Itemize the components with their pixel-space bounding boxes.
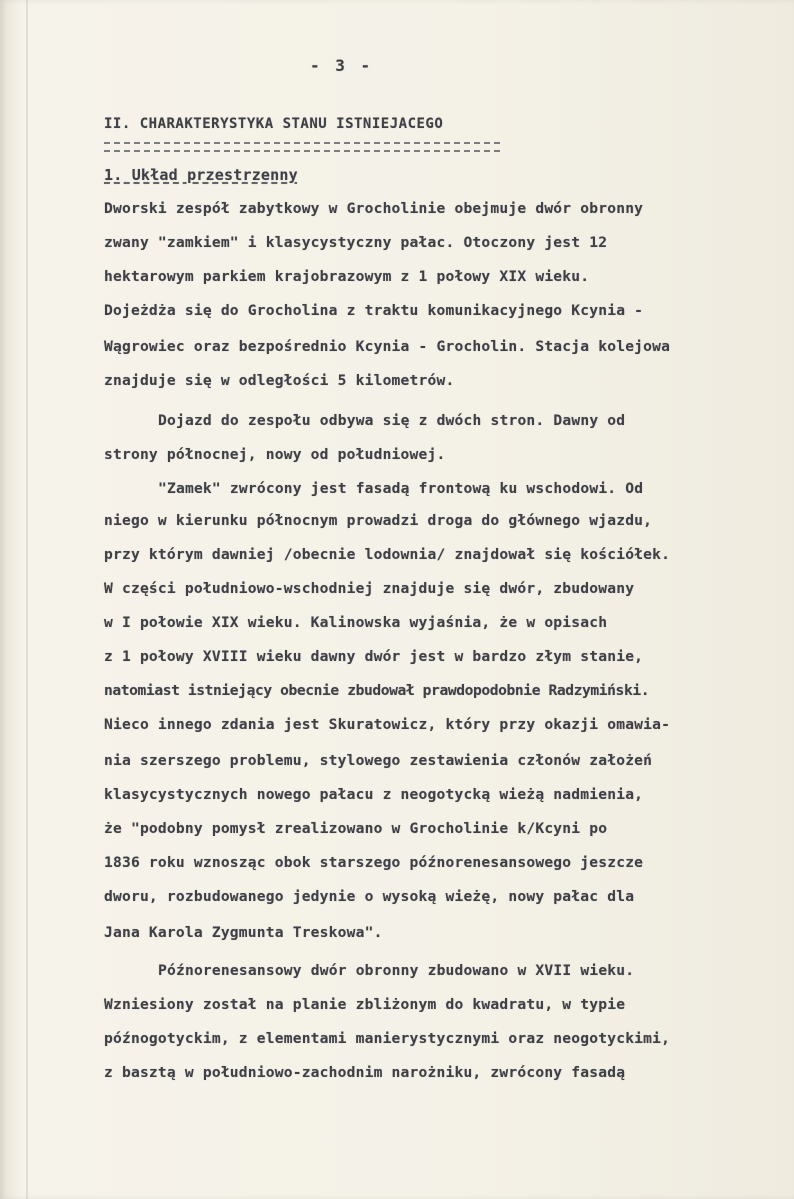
section-heading: II. CHARAKTERYSTYKA STANU ISTNIEJACEGO xyxy=(104,116,444,132)
body-line: hektarowym parkiem krajobrazowym z 1 połowy XIX wieku. xyxy=(104,268,590,285)
body-line: znajduje się w odległości 5 kilometrów. xyxy=(104,372,455,389)
body-line: Dworski zespół zabytkowy w Grocholinie obejmuje dwór obronny xyxy=(104,200,644,217)
body-line: z 1 połowy XVIII wieku dawny dwór jest w bardzo złym stanie, xyxy=(104,648,644,665)
subsection-heading: 1. Układ przestrzenny xyxy=(104,166,298,184)
body-line: W części południowo-wschodniej znajduje się dwór, zbudowany xyxy=(104,580,635,597)
body-line: strony północnej, nowy od południowej. xyxy=(104,446,446,463)
body-line: 1836 roku wznosząc obok starszego późnorenesansowego jeszcze xyxy=(104,854,644,871)
page-edge xyxy=(26,0,28,1199)
body-line: w I połowie XIX wieku. Kalinowska wyjaśnia, że w opisach xyxy=(104,614,608,631)
body-line: z basztą w południowo-zachodnim narożniku, zwrócony fasadą xyxy=(104,1064,626,1081)
body-line: "Zamek" zwrócony jest fasadą frontową ku wschodowi. Od xyxy=(158,480,644,497)
body-line: Późnorenesansowy dwór obronny zbudowano w XVII wieku. xyxy=(158,962,635,979)
heading-underline xyxy=(104,142,500,152)
body-line: Dojazd do zespołu odbywa się z dwóch stron. Dawny od xyxy=(158,412,626,429)
body-line: dworu, rozbudowanego jedynie o wysoką wieżę, nowy pałac dla xyxy=(104,888,635,905)
body-line: że "podobny pomysł zrealizowano w Grocholinie k/Kcyni po xyxy=(104,820,608,837)
body-line: zwany "zamkiem" i klasycystyczny pałac. Otoczony jest 12 xyxy=(104,234,608,251)
body-line: nia szerszego problemu, stylowego zestawienia członów założeń xyxy=(104,752,653,769)
body-line: klasycystycznych nowego pałacu z neogotycką wieżą nadmienia, xyxy=(104,786,644,803)
body-line: Wzniesiony został na planie zbliżonym do kwadratu, w typie xyxy=(104,996,626,1013)
page-number: - 3 - xyxy=(310,56,374,75)
body-line: Jana Karola Zygmunta Treskowa". xyxy=(104,924,383,941)
body-line: Dojeżdża się do Grocholina z traktu komunikacyjnego Kcynia - xyxy=(104,302,644,319)
body-line: natomiast istniejący obecnie zbudował prawdopodobnie Radzymiński. xyxy=(104,682,650,699)
body-line: niego w kierunku północnym prowadzi droga do głównego wjazdu, xyxy=(104,512,653,529)
body-line: Wągrowiec oraz bezpośrednio Kcynia - Grocholin. Stacja kolejowa xyxy=(104,338,671,355)
body-line: późnogotyckim, z elementami manierystycznymi oraz neogotyckimi, xyxy=(104,1030,671,1047)
body-line: przy którym dawniej /obecnie lodownia/ znajdował się kościółek. xyxy=(104,546,671,563)
body-line: Nieco innego zdania jest Skuratowicz, który przy okazji omawia- xyxy=(104,716,671,733)
